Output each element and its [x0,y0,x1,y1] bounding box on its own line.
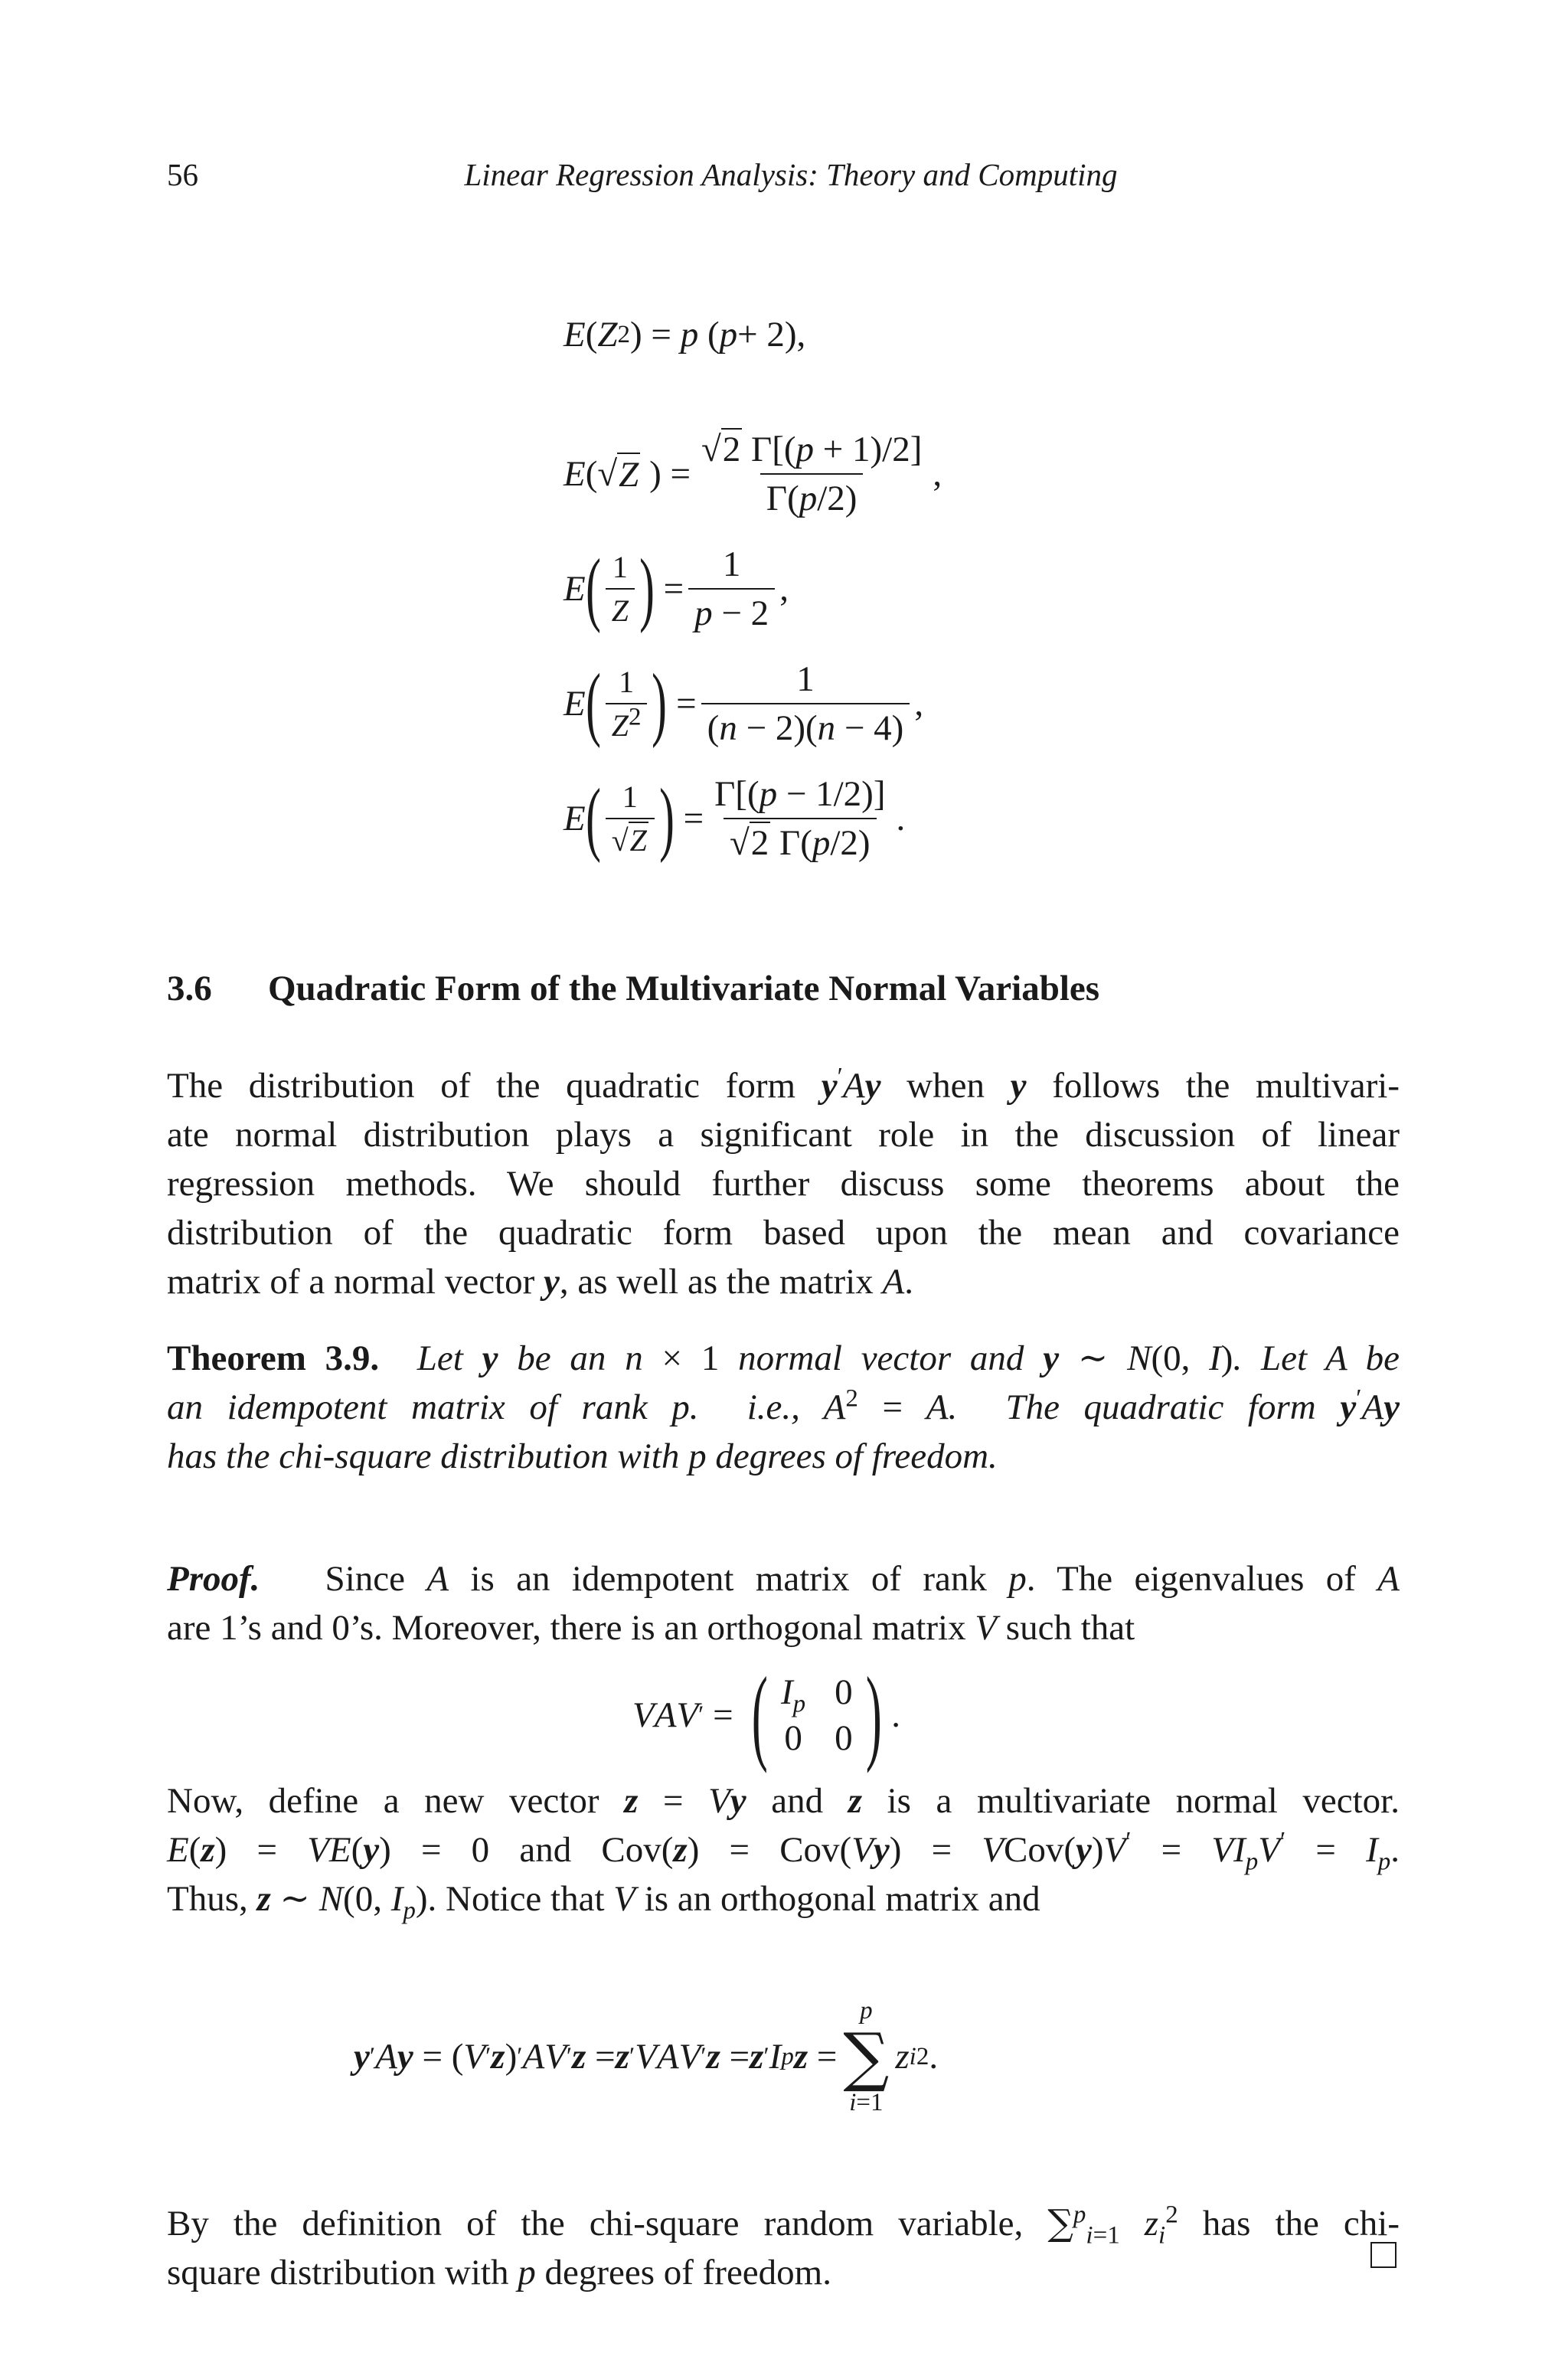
equation-e-sqrt-z: E (√ Z ) = $\frac{√2 \Gamma[(p + 1)/2]}{\Gamma(p/2)}$ , [564,430,942,518]
theorem-3-9: Theorem 3.9. Let y be an n × 1 normal vector and y ∼ N(0, I). Let A be an idempotent matrix of rank p. i.e., $A^2 = A$. The quadratic form y′Ay has the chi-square distribution with p degrees of freedom. [167,1338,1400,1476]
equation-quadratic-sum: y ′ A y = ( V ′ z ) ′ A V ′ z = z ′ V A V ′ z = z ′ I p z = p ∑ i=1 z i 2 . [354,1997,939,2116]
section-heading [167,968,1099,1009]
summation-operator: p ∑ i=1 [843,1997,890,2116]
running-head [167,156,1415,199]
intro-paragraph: The distribution of the quadratic form y′Ay when y follows the multivari- ate normal distribution plays a significant role in the discussion of linear regression methods. We should further discuss some theorems about the distribution of the quadratic form based upon the mean and covariance matrix of a normal vector y, as well as the matrix A. [167,1063,1400,1302]
proof-paragraph-2: Now, define a new vector z = Vy and z is a multivariate normal vector. E(z) = VE(y) = 0 and Cov(z) = Cov(Vy) = VCov(y)V′ = $VI_pV' = I_p$. Thus, z ∼ N(0, $I_p$). Notice that V is an orthogonal matrix and [167,1781,1400,1925]
book-title: Linear Regression Analysis: Theory and Computing [464,157,1118,192]
qed-square [1370,2242,1396,2268]
page-number: 56 [167,157,198,192]
proof-paragraph-3: By the definition of the chi-square random variable, ∑$^p_{i=1}$ $z_i^2$ has the chi- square distribution with p degrees of freedom. [167,2201,1400,2292]
equation-e-inv-z: E ( $\frac{1}{Z}$ ) = $\frac{1}{p - 2}$ , [564,543,789,634]
block-matrix: $I_p$ 0 0 0 [781,1672,853,1758]
equation-e-inv-sqrt-z: E ( $\frac{1}{√Z}$ ) = $\frac{\Gamma[(p - 1/2)]}{√2 \Gamma(p/2)}$ . [564,773,906,864]
proof-paragraph-1: Proof. Since A is an idempotent matrix of rank p. The eigenvalues of A are 1’s and 0’s. Moreover, there is an orthogonal matrix V such that [167,1559,1400,1648]
proof-label: Proof. [167,1559,260,1599]
equation-vav-matrix: V A V ′ = ( $I_p$ 0 0 0 ) . [632,1655,901,1774]
theorem-label: Theorem 3.9. [167,1338,380,1378]
equation-e-inv-z2: E ( $\frac{1}{Z^2}$ ) = $\frac{1}{(n - 2)(n - 4)}$ , [564,658,924,749]
section-number: 3.6 [167,969,212,1008]
section-title: Quadratic Form of the Multivariate Normal Variables [268,969,1100,1008]
equation-e-z2: E ( Z 2 ) = p ( p + 2), [564,315,806,355]
